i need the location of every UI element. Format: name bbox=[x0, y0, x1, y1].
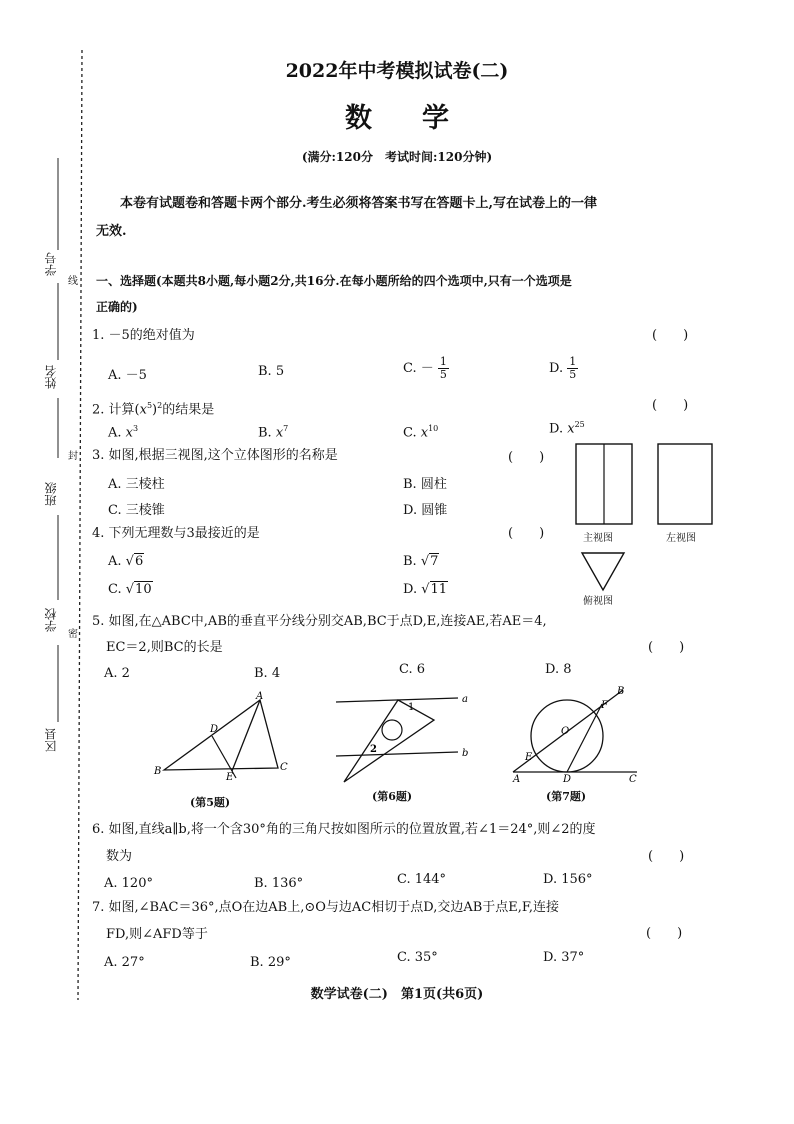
left-view bbox=[658, 444, 712, 524]
figure-6-caption: (第6题) bbox=[372, 790, 413, 803]
q3-option-a: A. 三棱柱 bbox=[108, 477, 165, 492]
q7-option-b: B. 29° bbox=[250, 955, 291, 970]
fig7-label-c: C bbox=[629, 774, 637, 785]
q1-option-d bbox=[549, 356, 578, 381]
q2-option-b bbox=[258, 424, 288, 440]
q6-option-c: C. 144° bbox=[397, 872, 447, 887]
q3-answer-paren: ( ) bbox=[508, 450, 545, 465]
q5-answer-paren: ( ) bbox=[648, 640, 685, 655]
q7-answer-paren: ( ) bbox=[646, 926, 683, 941]
left-view-label: 左视图 bbox=[666, 533, 696, 544]
q1-option-c-fraction bbox=[438, 356, 449, 381]
q4-b-radicand: 7 bbox=[430, 554, 439, 569]
q1-d-numerator: 1 bbox=[569, 355, 577, 368]
q6-option-d: D. 156° bbox=[543, 872, 593, 887]
fig7-label-o: O bbox=[561, 726, 570, 737]
q4-answer-paren: ( ) bbox=[508, 526, 545, 541]
q2-stem-mid: ) bbox=[152, 402, 158, 418]
q4-c-prefix: C. √ bbox=[108, 582, 135, 597]
q2-stem-post: 的结果是 bbox=[162, 402, 215, 418]
q1-option-d-prefix: D. bbox=[549, 361, 568, 376]
fig7-label-a: A bbox=[513, 774, 521, 785]
q3-stem: 3. 如图,根据三视图,这个立体图形的名称是 bbox=[92, 448, 338, 463]
q2-outer-exp: 2 bbox=[157, 401, 163, 410]
q1-c-numerator: 1 bbox=[439, 355, 447, 368]
seal-char-secret: 密 bbox=[68, 629, 78, 640]
q4-stem: 4. 下列无理数与3最接近的是 bbox=[92, 526, 260, 541]
q2-b-prefix: B. bbox=[258, 425, 276, 441]
figure-7-circle bbox=[505, 682, 655, 790]
top-view-label: 俯视图 bbox=[583, 596, 613, 607]
q1-option-a: A. －5 bbox=[108, 368, 147, 383]
q7-stem-line-2: FD,则∠AFD等于 bbox=[106, 927, 208, 942]
instructions-line-1: 本卷有试题卷和答题卡两个部分.考生必须将答案书写在答题卡上,写在试卷上的一律 bbox=[120, 196, 598, 211]
fig5-label-b: B bbox=[154, 766, 162, 777]
q4-option-c bbox=[108, 582, 153, 597]
q1-d-denominator: 5 bbox=[569, 368, 577, 381]
name-label: 姓名 bbox=[44, 365, 58, 389]
q4-option-d bbox=[403, 582, 448, 597]
section-heading-line-1: 一、选择题(本题共8小题,每小题2分,共16分.在每小题所给的四个选项中,只有一个选项是 bbox=[96, 274, 572, 288]
q3-option-b: B. 圆柱 bbox=[403, 477, 447, 492]
q2-option-a bbox=[108, 424, 138, 440]
fig7-label-d: D bbox=[563, 774, 572, 785]
q2-a-base: x bbox=[125, 425, 133, 441]
q6-stem-line-2: 数为 bbox=[106, 849, 133, 864]
q5-stem-line-1: 5. 如图,在△ABC中,AB的垂直平分线分别交AB,BC于点D,E,连接AE,若AE＝4, bbox=[92, 614, 547, 629]
q2-base: x bbox=[139, 402, 147, 418]
figure-5-caption: (第5题) bbox=[190, 796, 231, 809]
q5-option-d: D. 8 bbox=[545, 662, 572, 677]
q4-option-a bbox=[108, 554, 144, 569]
school-label: 学校 bbox=[44, 608, 58, 632]
q3-option-c: C. 三棱锥 bbox=[108, 503, 165, 518]
fig5-label-a: A bbox=[256, 691, 264, 702]
instructions-line-2: 无效. bbox=[96, 224, 127, 239]
binding-margin-lines bbox=[0, 0, 100, 1124]
seal-char-line: 线 bbox=[68, 276, 78, 287]
q1-answer-paren: ( ) bbox=[652, 328, 689, 343]
class-label: 班级 bbox=[44, 482, 58, 506]
q2-d-base: x bbox=[567, 421, 575, 437]
subject-title: 数学 bbox=[345, 103, 499, 134]
q2-b-base: x bbox=[275, 425, 284, 441]
q2-option-c bbox=[403, 424, 438, 440]
q2-d-prefix: D. bbox=[549, 421, 568, 437]
figure-5-triangle bbox=[150, 690, 300, 790]
q1-option-c-prefix: C. － bbox=[403, 361, 434, 376]
q2-answer-paren: ( ) bbox=[652, 398, 689, 413]
fig7-label-f: F bbox=[601, 700, 608, 711]
page-footer: 数学试卷(二) 第1页(共6页) bbox=[310, 987, 484, 1002]
q4-b-prefix: B. √ bbox=[403, 554, 430, 569]
q4-a-prefix: A. √ bbox=[108, 554, 134, 569]
fig5-label-e: E bbox=[226, 772, 234, 783]
q7-option-a: A. 27° bbox=[104, 955, 145, 970]
q1-option-d-fraction bbox=[567, 356, 578, 381]
fig7-label-e: E bbox=[525, 752, 533, 763]
q7-option-d: D. 37° bbox=[543, 950, 585, 965]
fig6-label-a: a bbox=[462, 694, 468, 705]
q5-option-b: B. 4 bbox=[254, 666, 281, 681]
q6-answer-paren: ( ) bbox=[648, 849, 685, 864]
figure-6-parallel-lines bbox=[330, 690, 480, 790]
q2-stem-pre: 2. 计算( bbox=[92, 402, 140, 418]
q4-option-b bbox=[403, 554, 439, 569]
q2-a-exp: 3 bbox=[133, 424, 139, 433]
exam-title: 2022年中考模拟试卷(二) bbox=[285, 60, 509, 82]
q4-c-radicand: 10 bbox=[135, 582, 152, 597]
q7-stem-line-1: 7. 如图,∠BAC＝36°,点O在边AB上,⊙O与边AC相切于点D,交边AB于点E,F,连接 bbox=[92, 900, 560, 915]
q2-a-prefix: A. bbox=[108, 425, 126, 441]
fig5-label-d: D bbox=[210, 724, 219, 735]
fig6-label-2: 2 bbox=[370, 744, 377, 755]
q6-option-a: A. 120° bbox=[104, 876, 153, 891]
seal-char-seal: 封 bbox=[68, 451, 78, 462]
q2-option-d bbox=[549, 420, 585, 436]
q2-stem bbox=[92, 396, 214, 420]
front-view bbox=[576, 444, 632, 524]
student-id-label: 学号 bbox=[44, 252, 58, 276]
q4-d-prefix: D. √ bbox=[403, 582, 430, 597]
q5-option-c: C. 6 bbox=[399, 662, 426, 677]
figure-7-caption: (第7题) bbox=[546, 790, 587, 803]
q5-option-a: A. 2 bbox=[104, 666, 130, 681]
q7-option-c: C. 35° bbox=[397, 950, 438, 965]
q6-option-b: B. 136° bbox=[254, 876, 304, 891]
q2-b-exp: 7 bbox=[283, 424, 289, 433]
q1-option-c bbox=[403, 356, 449, 381]
q1-c-denominator: 5 bbox=[439, 368, 447, 381]
front-view-label: 主视图 bbox=[583, 533, 613, 544]
q2-d-exp: 25 bbox=[574, 420, 585, 429]
q1-stem: 1. －5的绝对值为 bbox=[92, 328, 195, 343]
fig6-label-1: 1 bbox=[408, 702, 415, 713]
section-heading-line-2: 正确的) bbox=[96, 300, 138, 314]
q6-stem-line-1: 6. 如图,直线a∥b,将一个含30°角的三角尺按如图所示的位置放置,若∠1＝24°,则∠2的度 bbox=[92, 822, 596, 837]
score-info: (满分:120分 考试时间:120分钟) bbox=[301, 150, 493, 164]
q1-option-b: B. 5 bbox=[258, 364, 285, 379]
q2-c-base: x bbox=[420, 425, 429, 441]
fig5-label-c: C bbox=[280, 762, 288, 773]
fig7-label-b: B bbox=[617, 686, 625, 697]
q5-stem-line-2: EC＝2,则BC的长是 bbox=[106, 640, 223, 655]
q2-c-exp: 10 bbox=[428, 424, 439, 433]
q2-c-prefix: C. bbox=[403, 425, 421, 441]
q3-option-d: D. 圆锥 bbox=[403, 503, 448, 518]
fig6-label-b: b bbox=[462, 748, 469, 759]
q4-d-radicand: 11 bbox=[430, 582, 448, 597]
q4-a-radicand: 6 bbox=[134, 554, 144, 569]
q2-inner-exp: 5 bbox=[146, 401, 153, 410]
top-view bbox=[582, 553, 624, 590]
three-views-figure bbox=[570, 440, 720, 610]
district-label: 区县 bbox=[44, 728, 58, 752]
